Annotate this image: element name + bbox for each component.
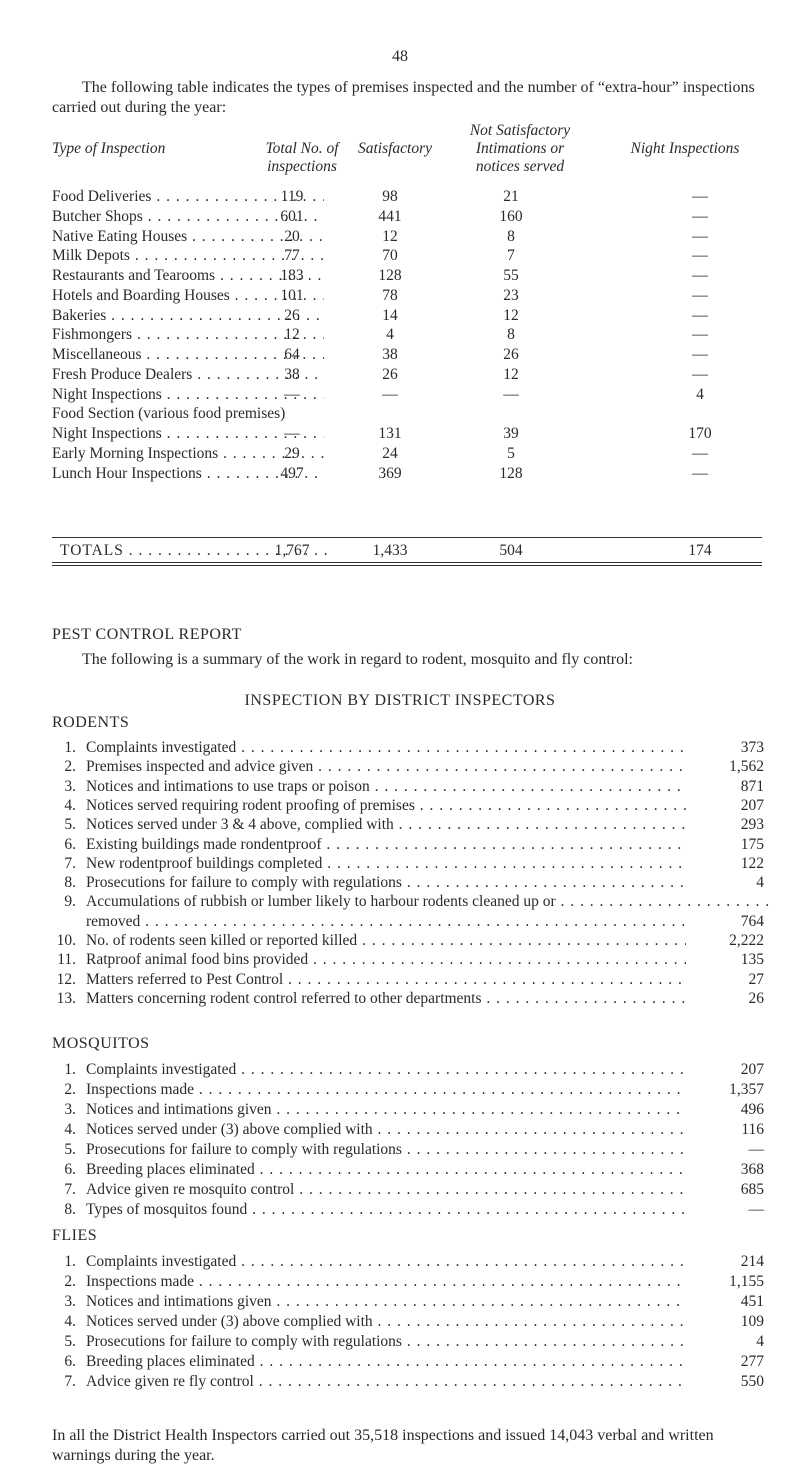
list-item <box>52 989 764 1009</box>
totals-row <box>0 541 800 560</box>
row-satisfactory: 369 <box>378 464 402 482</box>
item-number: 6. <box>64 1161 76 1178</box>
row-total: 26 <box>284 306 300 324</box>
totals-not-satisfactory: 504 <box>499 542 523 559</box>
list-item <box>52 912 764 932</box>
item-value: 4 <box>756 1333 764 1350</box>
row-total: 20 <box>284 227 300 245</box>
pest-control-subtitle: INSPECTION BY DISTRICT INSPECTORS <box>244 692 556 709</box>
item-number: 6. <box>64 1353 76 1370</box>
item-number: 5. <box>64 816 76 834</box>
row-type: Night Inspections . . . <box>52 385 324 404</box>
row-not-satisfactory: 7 <box>507 247 515 265</box>
row-not-satisfactory: 160 <box>499 207 523 225</box>
row-satisfactory: 441 <box>378 207 402 225</box>
row-satisfactory: 38 <box>382 346 398 363</box>
row-satisfactory: 78 <box>382 286 398 304</box>
item-value: 4 <box>756 874 764 892</box>
list-item <box>52 1060 764 1080</box>
item-text: Types of mosquitos found . . . <box>86 1200 686 1220</box>
row-satisfactory: 70 <box>382 247 398 265</box>
item-value: 496 <box>740 1101 764 1118</box>
item-text: Advice given re mosquito control . . . <box>86 1180 686 1200</box>
totals-bottom-rule-2 <box>52 565 762 566</box>
item-text: Prosecutions for failure to comply with regulations . . . <box>86 1332 686 1352</box>
row-satisfactory: 131 <box>378 425 402 442</box>
row-satisfactory: 24 <box>382 444 398 462</box>
list-item <box>52 892 764 912</box>
table-row <box>0 345 800 364</box>
row-not-satisfactory: 8 <box>507 326 515 344</box>
item-text: New rodentproof buildings completed . . . <box>86 854 686 874</box>
list-item <box>52 1120 764 1140</box>
item-text: Matters referred to Pest Control . . . <box>86 970 686 990</box>
item-number: 5. <box>64 1333 76 1350</box>
row-night: — <box>692 267 708 284</box>
item-value: 368 <box>740 1161 764 1178</box>
row-total: 497 <box>280 464 304 482</box>
row-not-satisfactory: 12 <box>503 365 519 383</box>
list-item <box>52 796 764 816</box>
list-item <box>52 1160 764 1180</box>
table-row <box>0 325 800 344</box>
item-text: Breeding places eliminated . . . <box>86 1352 686 1372</box>
row-type: Fishmongers . . . <box>52 325 324 344</box>
table-row <box>0 404 800 423</box>
list-item <box>52 1100 764 1120</box>
table-row <box>0 444 800 463</box>
table-row <box>0 187 800 206</box>
list-item <box>52 777 764 797</box>
row-satisfactory: 128 <box>378 267 402 284</box>
item-number: 2. <box>64 1273 76 1290</box>
row-night: 4 <box>696 385 704 403</box>
row-night: 170 <box>688 425 712 442</box>
row-night: — <box>692 188 708 205</box>
list-item <box>52 1292 764 1312</box>
item-value: 1,562 <box>729 758 764 776</box>
item-number: 6. <box>64 835 76 853</box>
item-value: — <box>748 1141 764 1158</box>
list-item <box>52 738 764 758</box>
row-satisfactory: 98 <box>382 188 398 205</box>
pest-control-summary: The following is a summary of the work in regard to rodent, mosquito and fly control: <box>82 651 633 668</box>
row-night: — <box>692 346 708 363</box>
item-number: 7. <box>64 1181 76 1198</box>
list-item <box>52 1200 764 1220</box>
row-total: 64 <box>284 346 300 363</box>
header-satisfactory: Satisfactory <box>357 140 433 157</box>
header-type: Type of Inspection <box>52 140 166 157</box>
item-number: 5. <box>64 1141 76 1158</box>
row-type: Miscellaneous . . . <box>52 345 324 364</box>
table-row <box>0 246 800 265</box>
item-text: Notices served under 3 & 4 above, complied with . . . <box>86 815 686 835</box>
list-item <box>52 854 764 874</box>
row-night: — <box>692 227 708 245</box>
row-total: 119 <box>280 188 304 205</box>
item-text: Prosecutions for failure to comply with regulations . . . <box>86 1140 686 1160</box>
row-not-satisfactory: 21 <box>503 188 519 205</box>
item-number: 2. <box>64 758 76 776</box>
item-text: Existing buildings made rondentproof . . . <box>86 835 686 855</box>
row-type: Food Deliveries . . . <box>52 187 324 206</box>
totals-total: 1,767 <box>274 542 310 559</box>
row-total: 77 <box>284 247 300 265</box>
item-text: Ratproof animal food bins provided . . . <box>86 950 686 970</box>
row-night: — <box>692 444 708 462</box>
mosquitos-heading: MOSQUITOS <box>52 1035 150 1052</box>
rodents-heading: RODENTS <box>52 714 130 731</box>
row-type: Hotels and Boarding Houses . . . <box>52 286 324 305</box>
item-text: No. of rodents seen killed or reported killed . . . <box>86 931 686 951</box>
row-total: 101 <box>280 286 304 304</box>
row-satisfactory: 4 <box>386 326 394 344</box>
table-row <box>0 227 800 246</box>
item-text: Prosecutions for failure to comply with regulations . . . <box>86 873 686 893</box>
row-night: — <box>692 207 708 225</box>
item-number: 1. <box>64 739 76 756</box>
row-night: — <box>692 365 708 383</box>
item-value: 207 <box>740 1061 764 1078</box>
item-text: Complaints investigated . . . <box>86 1252 686 1272</box>
totals-top-rule <box>52 537 762 538</box>
header-total: Total No. of inspections <box>265 140 339 175</box>
item-number: 3. <box>64 777 76 795</box>
row-night: — <box>692 247 708 265</box>
item-text: Advice given re fly control . . . <box>86 1372 686 1392</box>
row-type: Early Morning Inspections . . . <box>52 444 324 463</box>
row-not-satisfactory: 39 <box>503 425 519 442</box>
list-item <box>52 1312 764 1332</box>
list-item <box>52 1352 764 1372</box>
item-number: 1. <box>64 1061 76 1078</box>
item-text: Inspections made . . . <box>86 1272 686 1292</box>
list-item <box>52 931 764 951</box>
item-number: 7. <box>64 854 76 872</box>
item-value: 27 <box>748 970 764 988</box>
totals-satisfactory: 1,433 <box>372 542 408 559</box>
item-number: 10. <box>56 932 76 949</box>
row-not-satisfactory: 5 <box>507 444 515 462</box>
list-item <box>52 950 764 970</box>
row-total: — <box>284 425 300 442</box>
item-number: 3. <box>64 1293 76 1310</box>
row-type: Native Eating Houses . . . <box>52 227 324 246</box>
item-text: Notices served under (3) above complied with . . . <box>86 1312 686 1332</box>
item-value: 550 <box>740 1373 764 1390</box>
row-not-satisfactory: 26 <box>503 346 519 363</box>
flies-heading: FLIES <box>52 1227 98 1244</box>
list-item <box>52 835 764 855</box>
row-total: 601 <box>280 207 304 225</box>
list-item <box>52 1332 764 1352</box>
item-number: 13. <box>56 989 76 1007</box>
item-text: Accumulations of rubbish or lumber likely to harbour rodents cleaned up or . . . <box>86 892 776 912</box>
totals-bottom-rule <box>52 562 762 563</box>
row-satisfactory: 12 <box>382 227 398 245</box>
row-type: Milk Depots . . . <box>52 246 324 265</box>
item-number: 4. <box>64 1121 76 1138</box>
row-type: Food Section (various food premises) <box>52 405 286 423</box>
item-text: Inspections made . . . <box>86 1080 686 1100</box>
list-item <box>52 1272 764 1292</box>
item-text: Breeding places eliminated . . . <box>86 1160 686 1180</box>
item-value: 277 <box>740 1353 764 1370</box>
row-type: Butcher Shops . . . <box>52 207 324 226</box>
item-text: Notices served under (3) above complied with . . . <box>86 1120 686 1140</box>
item-text: Notices and intimations to use traps or poison . . . <box>86 777 686 797</box>
item-value: 1,155 <box>729 1273 764 1290</box>
table-row <box>0 385 800 404</box>
item-number: 4. <box>64 796 76 814</box>
row-not-satisfactory: 12 <box>503 306 519 324</box>
list-item <box>52 815 764 835</box>
item-value: 293 <box>740 816 764 834</box>
item-text: Notices served requiring rodent proofing of premises . . . <box>86 796 686 816</box>
item-value: 116 <box>741 1121 764 1138</box>
item-value: — <box>748 1201 764 1218</box>
row-type: Fresh Produce Dealers . . . <box>52 365 324 384</box>
item-value: 1,357 <box>729 1081 764 1098</box>
row-night: — <box>692 306 708 324</box>
item-value: 871 <box>740 777 764 795</box>
table-row <box>0 424 800 443</box>
item-text: Notices and intimations given . . . <box>86 1292 686 1312</box>
header-not-satisfactory: Not Satisfactory Intimations or notices served <box>469 122 571 175</box>
table-row <box>0 286 800 305</box>
row-not-satisfactory: 23 <box>503 286 519 304</box>
item-value: 26 <box>748 989 764 1007</box>
row-satisfactory: — <box>382 385 398 403</box>
item-text: Premises inspected and advice given . . . <box>86 757 686 777</box>
item-value: 175 <box>740 835 764 853</box>
row-not-satisfactory: 55 <box>503 267 519 284</box>
item-value: 451 <box>740 1293 764 1310</box>
item-text: Matters concerning rodent control referred to other departments . . . <box>86 989 686 1009</box>
item-value: 122 <box>740 854 764 872</box>
item-value: 685 <box>740 1181 764 1198</box>
row-satisfactory: 14 <box>382 306 398 324</box>
list-item <box>52 757 764 777</box>
item-value: 373 <box>740 739 764 756</box>
item-number: 7. <box>64 1373 76 1390</box>
item-value: 2,222 <box>729 932 764 949</box>
list-item <box>52 1372 764 1392</box>
row-not-satisfactory: 128 <box>499 464 523 482</box>
item-number: 1. <box>64 1253 76 1270</box>
item-number: 12. <box>56 970 76 988</box>
list-item <box>52 1080 764 1100</box>
row-satisfactory: 26 <box>382 365 398 383</box>
item-number: 2. <box>64 1081 76 1098</box>
row-total: 12 <box>284 326 300 344</box>
list-item <box>52 1140 764 1160</box>
row-night: — <box>692 464 708 482</box>
item-text: Complaints investigated . . . <box>86 738 686 758</box>
row-night: — <box>692 326 708 344</box>
row-type: Lunch Hour Inspections . . . <box>52 464 324 483</box>
row-not-satisfactory: 8 <box>507 227 515 245</box>
pest-control-closing: In all the District Health Inspectors carried out 35,518 inspections and issued 14,043 verbal and written warnings during the year. <box>52 1427 714 1464</box>
item-value: 214 <box>740 1253 764 1270</box>
list-item <box>52 873 764 893</box>
item-number: 4. <box>64 1313 76 1330</box>
row-type: Restaurants and Tearooms . . . <box>52 266 324 285</box>
item-number: 3. <box>64 1101 76 1118</box>
item-text: Notices and intimations given . . . <box>86 1100 686 1120</box>
totals-label: TOTALS . . . <box>60 541 332 560</box>
row-total: 183 <box>280 267 304 284</box>
item-number: 11. <box>57 951 76 969</box>
row-total: 29 <box>284 444 300 462</box>
row-total: 38 <box>284 365 300 383</box>
list-item <box>52 970 764 990</box>
row-type: Bakeries . . . <box>52 306 324 325</box>
table-row <box>0 365 800 384</box>
table-row <box>0 266 800 285</box>
item-text: Complaints investigated . . . <box>86 1060 686 1080</box>
item-value: 207 <box>740 796 764 814</box>
list-item <box>52 1180 764 1200</box>
row-night: — <box>692 286 708 304</box>
row-not-satisfactory: — <box>503 385 519 403</box>
item-value: 764 <box>740 912 764 930</box>
table-row <box>0 306 800 325</box>
item-number: 9. <box>64 893 76 911</box>
item-number: 8. <box>64 1201 76 1218</box>
pest-control-title: PEST CONTROL REPORT <box>52 626 242 643</box>
list-item <box>52 1252 764 1272</box>
item-value: 109 <box>740 1313 764 1330</box>
item-value: 135 <box>740 951 764 969</box>
totals-night: 174 <box>688 542 712 559</box>
table-row <box>0 464 800 483</box>
item-number: 8. <box>64 874 76 892</box>
page-number: 48 <box>392 48 408 65</box>
row-type: Night Inspections . . . <box>52 424 324 443</box>
item-text: removed . . . <box>86 912 686 932</box>
row-total: — <box>284 385 300 403</box>
intro-paragraph: The following table indicates the types of premises inspected and the number of “extra-hour” inspections carried out during the year: <box>52 79 755 116</box>
header-night: Night Inspections <box>630 140 740 157</box>
table-row <box>0 207 800 226</box>
